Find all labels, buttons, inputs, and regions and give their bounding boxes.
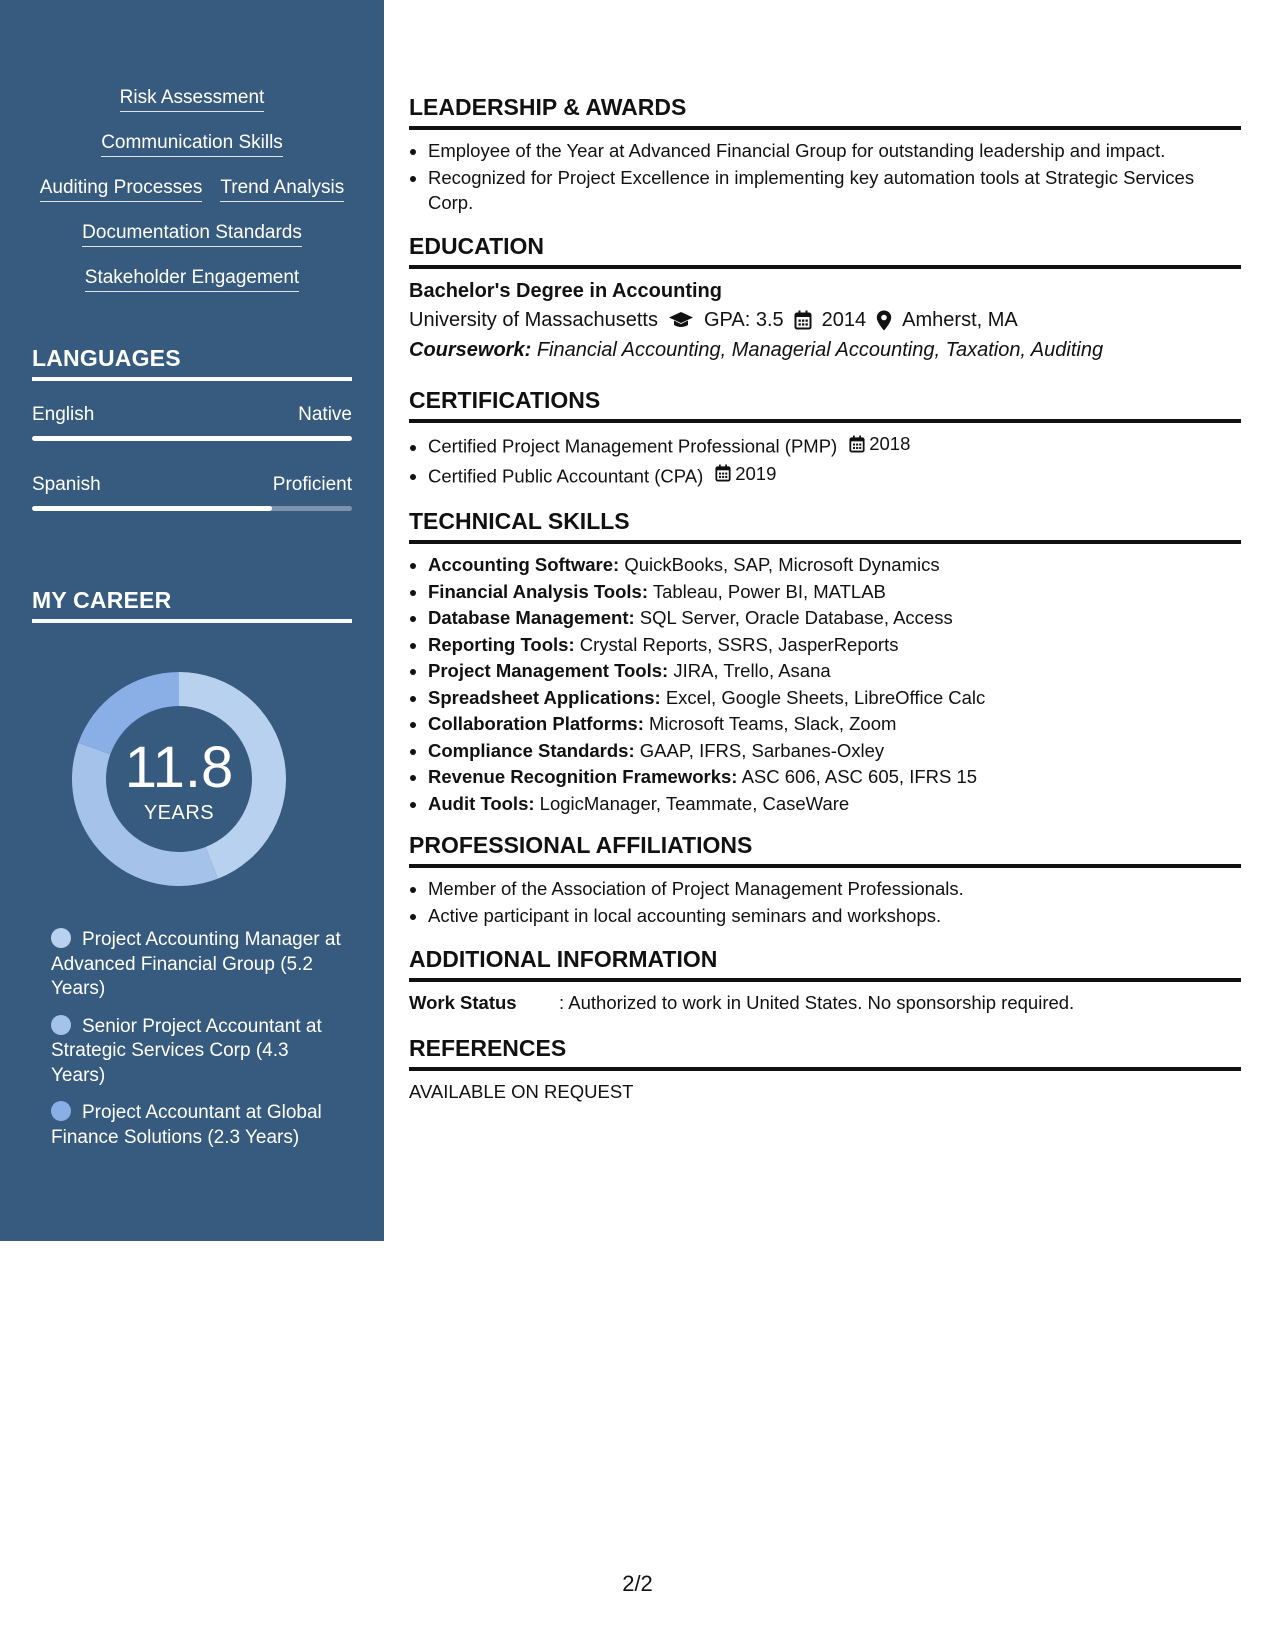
work-status-row bbox=[409, 990, 1241, 1015]
career-donut bbox=[66, 666, 292, 892]
certification-year: 2018 bbox=[869, 433, 911, 454]
skill-row bbox=[32, 221, 352, 266]
list-item: • Member of the Association of Project Management Professionals. bbox=[428, 876, 1241, 901]
additional-info-heading: ADDITIONAL INFORMATION bbox=[409, 944, 1241, 982]
work-status-label: Work Status bbox=[409, 992, 517, 1013]
skill-link[interactable]: Trend Analysis bbox=[220, 176, 344, 202]
education-degree: Bachelor's Degree in Accounting bbox=[409, 280, 722, 302]
career-text: Project Accountant at Global Finance Solutions (2.3 Years) bbox=[51, 1102, 322, 1148]
skill-link[interactable]: Communication Skills bbox=[101, 131, 283, 157]
certification-item bbox=[428, 461, 1241, 489]
technical-skill-label: Collaboration Platforms: bbox=[428, 713, 644, 734]
skills-list bbox=[32, 86, 352, 311]
technical-skill-value: Crystal Reports, SSRS, JasperReports bbox=[579, 633, 899, 655]
technical-skill-item bbox=[428, 738, 1241, 764]
skill-link[interactable]: Documentation Standards bbox=[82, 221, 302, 247]
calendar-icon bbox=[794, 310, 812, 330]
technical-skill-value: SQL Server, Oracle Database, Access bbox=[639, 607, 953, 628]
technical-skill-item bbox=[428, 658, 1241, 684]
technical-skill-label: Compliance Standards: bbox=[428, 739, 635, 761]
career-text: Project Accounting Manager at Advanced Financial Group (5.2 Years) bbox=[51, 929, 341, 999]
languages-heading: LANGUAGES bbox=[32, 345, 352, 381]
coursework-text: Financial Accounting, Managerial Accounting, Taxation, Auditing bbox=[536, 339, 1104, 361]
education-school: University of Massachusetts bbox=[409, 309, 658, 331]
skill-link[interactable]: Stakeholder Engagement bbox=[85, 266, 299, 292]
technical-skill-label: Accounting Software: bbox=[428, 554, 620, 575]
career-item bbox=[51, 1101, 341, 1150]
graduation-cap-icon bbox=[668, 311, 694, 329]
technical-skill-value: ASC 606, ASC 605, IFRS 15 bbox=[741, 766, 978, 787]
technical-skill-value: LogicManager, Teammate, CaseWare bbox=[539, 792, 850, 814]
certifications-heading: CERTIFICATIONS bbox=[409, 385, 1241, 423]
leadership-heading: LEADERSHIP & AWARDS bbox=[409, 92, 1241, 130]
skill-row bbox=[32, 176, 352, 221]
technical-skill-value: QuickBooks, SAP, Microsoft Dynamics bbox=[624, 554, 940, 575]
technical-skill-label: Financial Analysis Tools: bbox=[428, 580, 648, 602]
technical-skill-value: Microsoft Teams, Slack, Zoom bbox=[649, 713, 897, 734]
technical-skill-item bbox=[428, 764, 1241, 790]
language-bar-fill bbox=[32, 506, 272, 511]
career-unit: YEARS bbox=[143, 802, 215, 824]
affiliations-list bbox=[409, 876, 1241, 928]
skill-link[interactable]: Risk Assessment bbox=[120, 86, 265, 112]
education-meta bbox=[409, 305, 1241, 335]
list-item: • Employee of the Year at Advanced Financial Group for outstanding leadership and impact. bbox=[428, 138, 1241, 163]
technical-skill-item bbox=[428, 711, 1241, 737]
career-total-years: 11.8 bbox=[124, 735, 234, 800]
career-dot-icon bbox=[51, 928, 71, 948]
technical-skill-item bbox=[428, 791, 1241, 817]
language-item-english bbox=[32, 403, 352, 441]
certification-date bbox=[849, 431, 910, 456]
career-item bbox=[51, 1015, 341, 1089]
education-year: 2014 bbox=[821, 309, 867, 331]
certification-name: Certified Public Accountant (CPA) bbox=[428, 465, 704, 486]
coursework-label: Coursework: bbox=[409, 339, 532, 361]
technical-skill-label: Revenue Recognition Frameworks: bbox=[428, 766, 738, 787]
sidebar bbox=[0, 0, 384, 1241]
career-dot-icon bbox=[51, 1101, 71, 1121]
language-name: English bbox=[32, 404, 95, 425]
career-list bbox=[51, 928, 341, 1163]
technical-skill-label: Audit Tools: bbox=[428, 792, 535, 814]
certifications-list bbox=[409, 431, 1241, 488]
language-item-spanish bbox=[32, 473, 352, 511]
page-number: 2/2 bbox=[622, 1571, 653, 1596]
certification-date bbox=[715, 461, 776, 486]
education-heading: EDUCATION bbox=[409, 231, 1241, 269]
language-level: Proficient bbox=[272, 474, 352, 495]
education-coursework bbox=[409, 335, 1241, 365]
technical-skill-value: GAAP, IFRS, Sarbanes-Oxley bbox=[639, 739, 885, 761]
language-bar-fill bbox=[32, 436, 352, 441]
technical-skills-list bbox=[409, 552, 1241, 816]
certification-item bbox=[428, 431, 1241, 459]
technical-skill-item bbox=[428, 552, 1241, 578]
skill-row bbox=[32, 86, 352, 131]
certification-year: 2019 bbox=[735, 462, 777, 484]
technical-skill-item bbox=[428, 632, 1241, 658]
language-level: Native bbox=[298, 404, 352, 425]
technical-skill-item bbox=[428, 605, 1241, 631]
technical-skill-label: Reporting Tools: bbox=[428, 633, 575, 655]
references-text: AVAILABLE ON REQUEST bbox=[409, 1081, 634, 1102]
education-location: Amherst, MA bbox=[902, 309, 1018, 331]
skill-row bbox=[32, 266, 352, 311]
technical-skill-value: Excel, Google Sheets, LibreOffice Calc bbox=[665, 686, 986, 708]
language-bar bbox=[32, 436, 352, 441]
affiliations-heading: PROFESSIONAL AFFILIATIONS bbox=[409, 830, 1241, 868]
technical-skill-value: Tableau, Power BI, MATLAB bbox=[652, 580, 886, 602]
list-item: • Recognized for Project Excellence in implementing key automation tools at Strategic Services Corp. bbox=[428, 165, 1241, 215]
skill-link[interactable]: Auditing Processes bbox=[40, 176, 203, 202]
language-bar bbox=[32, 506, 352, 511]
technical-skill-label: Spreadsheet Applications: bbox=[428, 686, 661, 708]
technical-skill-label: Project Management Tools: bbox=[428, 660, 669, 681]
location-pin-icon bbox=[876, 310, 892, 331]
technical-skill-value: JIRA, Trello, Asana bbox=[673, 660, 831, 681]
career-text: Senior Project Accountant at Strategic Services Corp (4.3 Years) bbox=[51, 1015, 322, 1086]
technical-skill-item bbox=[428, 579, 1241, 605]
career-dot-icon bbox=[51, 1015, 71, 1035]
calendar-icon bbox=[849, 435, 865, 453]
career-heading: MY CAREER bbox=[32, 587, 352, 623]
work-status-value: : Authorized to work in United States. No sponsorship required. bbox=[559, 992, 1075, 1013]
skill-row bbox=[32, 131, 352, 176]
main-content bbox=[409, 92, 1241, 1104]
list-item: • Active participant in local accounting seminars and workshops. bbox=[428, 903, 1241, 928]
education-gpa: GPA: 3.5 bbox=[703, 309, 784, 331]
references-heading: REFERENCES bbox=[409, 1033, 1241, 1071]
technical-skills-heading: TECHNICAL SKILLS bbox=[409, 506, 1241, 544]
technical-skill-label: Database Management: bbox=[428, 607, 635, 628]
career-item bbox=[51, 928, 341, 1002]
certification-name: Certified Project Management Professional (PMP) bbox=[428, 435, 838, 457]
technical-skill-item bbox=[428, 685, 1241, 711]
calendar-icon bbox=[715, 464, 731, 482]
language-name: Spanish bbox=[32, 474, 101, 495]
leadership-list bbox=[409, 138, 1241, 215]
